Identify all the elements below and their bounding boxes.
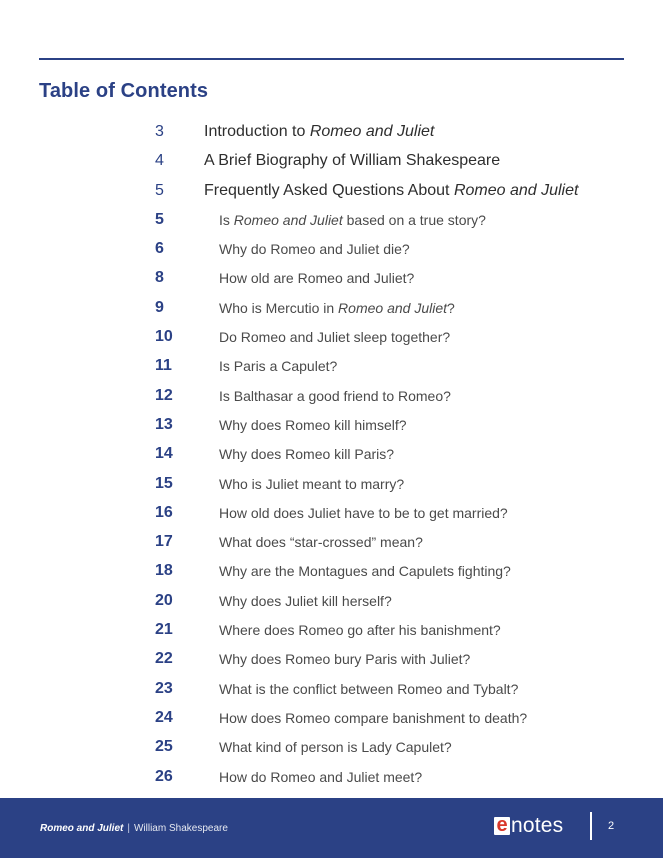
toc-entry[interactable] xyxy=(0,121,663,150)
toc-page-number: 8 xyxy=(155,269,164,287)
toc-entry-title xyxy=(219,651,470,667)
toc-entry-title xyxy=(219,505,508,521)
toc-entry-title xyxy=(219,681,518,697)
footer-book-info xyxy=(40,823,228,834)
toc-title-text: Do Romeo and Juliet sleep together? xyxy=(219,329,451,346)
toc-title-text: Is Balthasar a good friend to Romeo? xyxy=(219,387,451,404)
toc-page-number: 6 xyxy=(155,240,164,258)
toc-title-suffix: based on a true story? xyxy=(342,211,486,228)
footer-separator: | xyxy=(127,823,130,834)
toc-title-text: Why do Romeo and Juliet die? xyxy=(219,241,410,258)
toc-title-text: A Brief Biography of William Shakespeare xyxy=(204,152,501,170)
toc-entry-title xyxy=(204,123,434,141)
toc-page-number: 15 xyxy=(155,474,173,492)
top-divider xyxy=(39,58,624,60)
toc-entry-title xyxy=(204,152,500,170)
toc-title-text: What kind of person is Lady Capulet? xyxy=(219,739,452,756)
toc-entry[interactable] xyxy=(0,560,663,589)
toc-page-number: 17 xyxy=(155,533,173,551)
toc-title-text: Why are the Montagues and Capulets fighting? xyxy=(219,563,511,580)
toc-entry[interactable] xyxy=(0,707,663,736)
toc-title-text: Why does Juliet kill herself? xyxy=(219,592,392,609)
toc-entry-title xyxy=(219,593,392,609)
toc-page-number: 13 xyxy=(155,415,173,433)
toc-entry[interactable] xyxy=(0,355,663,384)
toc-page-number: 11 xyxy=(155,357,172,375)
toc-title-text: What is the conflict between Romeo and Tybalt? xyxy=(219,680,519,697)
toc-page-number: 5 xyxy=(155,210,164,228)
toc-title-text: Where does Romeo go after his banishment? xyxy=(219,622,501,639)
toc-page-number: 20 xyxy=(155,591,173,609)
toc-entry[interactable] xyxy=(0,238,663,267)
toc-title-italic: Romeo and Juliet xyxy=(453,181,579,199)
enotes-logo xyxy=(494,815,563,837)
toc-entry[interactable] xyxy=(0,473,663,502)
toc-title-text: How does Romeo compare banishment to death? xyxy=(219,709,528,726)
toc-entry-title xyxy=(219,710,527,726)
toc-page-number: 21 xyxy=(155,621,173,639)
toc-title-text: Is Paris a Capulet? xyxy=(219,358,338,375)
toc-entry[interactable] xyxy=(0,414,663,443)
toc-title-text: How old are Romeo and Juliet? xyxy=(219,270,415,287)
toc-entry[interactable] xyxy=(0,766,663,795)
toc-entry-title xyxy=(219,212,486,228)
toc-entry-title xyxy=(219,270,414,286)
toc-title-text: Why does Romeo bury Paris with Juliet? xyxy=(219,651,471,668)
toc-title-text: Why does Romeo kill Paris? xyxy=(219,446,395,463)
toc-entry-title xyxy=(219,417,407,433)
toc-title-italic: Romeo and Juliet xyxy=(309,123,435,140)
toc-entry-title xyxy=(204,182,578,200)
toc-entry[interactable] xyxy=(0,326,663,355)
toc-page-number: 26 xyxy=(155,767,173,785)
toc-title-text: Frequently Asked Questions About xyxy=(204,181,454,199)
enotes-logo-text: notes xyxy=(511,814,564,837)
toc-title-text: What does “star-crossed” mean? xyxy=(219,534,423,551)
toc-page-number: 24 xyxy=(155,708,173,726)
toc-page-number: 9 xyxy=(155,298,164,316)
toc-title-italic: Romeo and Juliet xyxy=(233,211,343,228)
toc-title-text: Is xyxy=(219,211,234,228)
toc-entry-title xyxy=(219,388,451,404)
footer-author: William Shakespeare xyxy=(133,823,228,834)
toc-page-number: 16 xyxy=(155,503,173,521)
toc-entry[interactable] xyxy=(0,736,663,765)
toc-entry[interactable] xyxy=(0,385,663,414)
toc-entry[interactable] xyxy=(0,678,663,707)
toc-entry-title xyxy=(219,563,511,579)
toc-page-number: 5 xyxy=(155,181,164,199)
toc-entry[interactable] xyxy=(0,150,663,179)
page-number: 2 xyxy=(608,820,615,832)
toc-page-number: 25 xyxy=(155,738,173,756)
toc-page-number: 18 xyxy=(155,562,173,580)
toc-title-text: Introduction to xyxy=(204,123,310,140)
toc-title-suffix: ? xyxy=(447,299,455,316)
toc-entry-title xyxy=(219,241,410,257)
toc-entry-title xyxy=(219,300,455,316)
footer-divider xyxy=(590,812,592,840)
toc-page-number: 3 xyxy=(155,123,164,140)
toc-entry[interactable] xyxy=(0,648,663,677)
toc-entry-title xyxy=(219,446,394,462)
toc-title-text: Who is Juliet meant to marry? xyxy=(219,475,405,492)
toc-entry[interactable] xyxy=(0,180,663,209)
toc-entry-title xyxy=(219,739,452,755)
toc-entry-title xyxy=(219,534,423,550)
toc-title-italic: Romeo and Juliet xyxy=(338,299,447,316)
enotes-logo-e-icon: e xyxy=(494,817,510,835)
table-of-contents xyxy=(0,121,663,795)
toc-title-text: How old does Juliet have to be to get married? xyxy=(219,504,508,521)
toc-entry-title xyxy=(219,329,450,345)
toc-entry[interactable] xyxy=(0,531,663,560)
toc-entry[interactable] xyxy=(0,502,663,531)
toc-entry-title xyxy=(219,476,404,492)
toc-entry[interactable] xyxy=(0,209,663,238)
toc-entry[interactable] xyxy=(0,619,663,648)
footer-book-title: Romeo and Juliet xyxy=(40,823,124,834)
page-title: Table of Contents xyxy=(39,80,209,102)
toc-entry-title xyxy=(219,622,501,638)
toc-entry-title xyxy=(219,769,422,785)
toc-title-text: Who is Mercutio in xyxy=(219,299,339,316)
page-footer xyxy=(0,798,663,858)
toc-page-number: 14 xyxy=(155,445,173,463)
toc-page-number: 23 xyxy=(155,679,173,697)
toc-page-number: 4 xyxy=(155,152,164,170)
toc-entry[interactable] xyxy=(0,297,663,326)
toc-page-number: 10 xyxy=(155,328,173,346)
toc-entry[interactable] xyxy=(0,590,663,619)
toc-title-text: How do Romeo and Juliet meet? xyxy=(219,768,423,785)
toc-entry[interactable] xyxy=(0,267,663,296)
toc-page-number: 12 xyxy=(155,386,173,404)
toc-entry[interactable] xyxy=(0,443,663,472)
toc-entry-title xyxy=(219,358,337,374)
toc-title-text: Why does Romeo kill himself? xyxy=(219,416,407,433)
toc-page-number: 22 xyxy=(155,650,173,668)
